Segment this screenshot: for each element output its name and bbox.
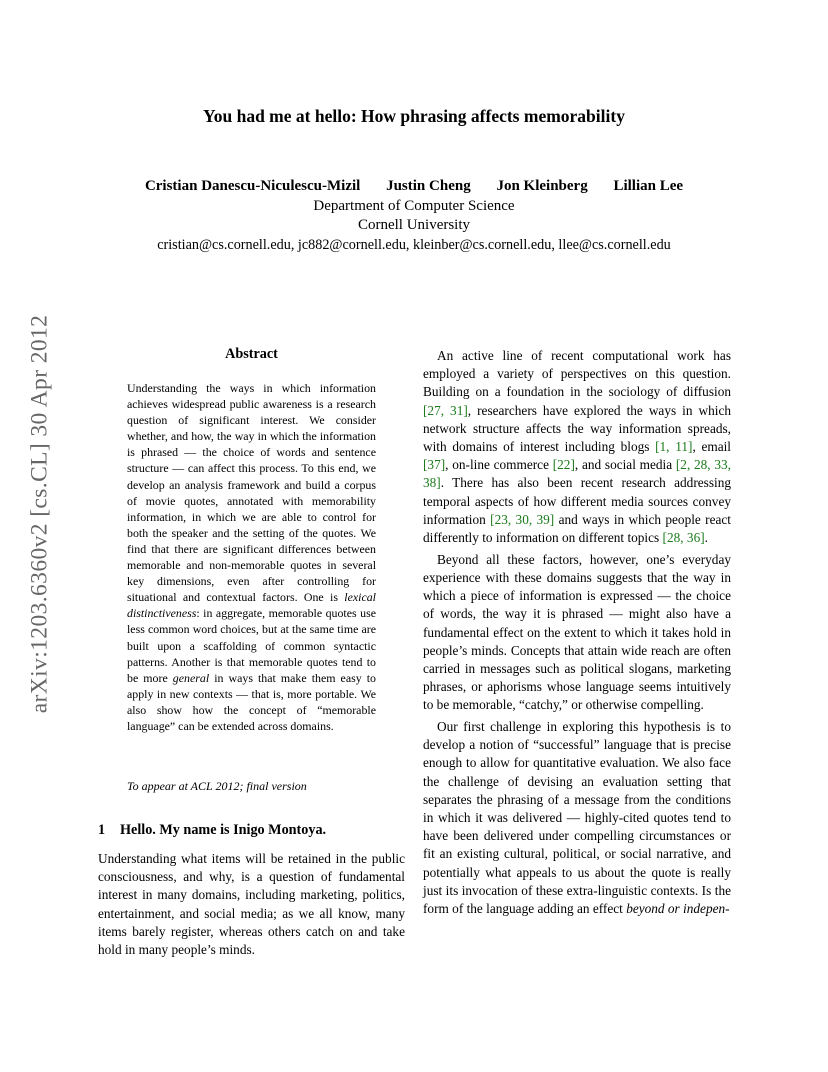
author-name: Justin Cheng (386, 178, 471, 194)
body-text: and ways in which people react differently to information on different topics (423, 511, 731, 546)
section-heading (98, 822, 405, 839)
body-paragraph (423, 718, 731, 918)
department: Department of Computer Science (313, 197, 515, 214)
arxiv-identifier: arXiv:1203.6360v2 [cs.CL] 30 Apr 2012 (26, 314, 53, 714)
body-text: , on-line commerce (445, 457, 553, 473)
author-name: Jon Kleinberg (496, 178, 588, 194)
citation-link[interactable]: [1, 11] (655, 439, 693, 455)
body-text: Our first challenge in exploring this hypothesis is to develop a notion of “successful” language that is precise enough to allow for quantitative evaluation. We also face the challenge of devising an evaluation setting that separates the phrasing of a message from the conditions in which it was delivered — highly-cited quotes tend to have been delivered under compelling circumstances or fit an existing cultural, political, or social narrative, and potentially what appeals to us about the quote is really just its invocation of these extra-linguistic contexts. Is the form of the language adding an effect (423, 719, 731, 917)
author-name: Cristian Danescu-Niculescu-Mizil (144, 178, 361, 194)
citation-link[interactable]: [23, 30, 39] (490, 511, 555, 527)
author-list (0, 177, 828, 197)
author-name: Lillian Lee (613, 178, 684, 194)
body-paragraph: Beyond all these factors, however, one’s everyday experience with these domains suggests that the way in which a piece of information is expressed — the choice of words, the way it is phrased — might also have a fundamental effect on the extent to which it takes hold in people’s minds. Concepts that attain wide reach are often carried in messages such as political slogans, marketing phrases, or aphorisms whose language seems intuitively to be memorable, “catchy,” or otherwise compelling. (423, 551, 731, 713)
publication-note: To appear at ACL 2012; final version (127, 779, 307, 793)
body-text: , researchers have explored the ways in which network structure affects the way information spreads, with domains of interest including blogs (423, 402, 731, 455)
body-text: . (704, 530, 708, 546)
abstract-text: : in aggregate, memorable quotes use less common word choices, but at the same time are built upon a scaffolding of common syntactic patterns. Another is that memorable quotes tend to be more (127, 606, 376, 685)
abstract-text: in ways that make them easy to apply in new contexts — that is, more portable. We also show how the concept of “memorable language” can be extended across domains. (127, 670, 376, 733)
body-text: . There has also been recent research addressing temporal aspects of how different media sources convey information (423, 475, 731, 527)
abstract-emphasis: general (172, 670, 210, 685)
abstract-body (127, 380, 376, 734)
body-paragraph: Understanding what items will be retained in the public consciousness, and why, is a question of fundamental interest in many domains, including marketing, politics, entertainment, and social media; as we all know, many items barely register, whereas others catch on and take hold in many people’s minds. (98, 851, 405, 958)
paper-title: You had me at hello: How phrasing affects memorability (203, 106, 625, 126)
citation-link[interactable]: [37] (423, 457, 446, 473)
section-body (98, 850, 405, 959)
abstract-paragraph (127, 380, 376, 734)
citation-link[interactable]: [27, 31] (423, 402, 468, 418)
citation-link[interactable]: [2, 28, 33, 38] (423, 457, 731, 491)
body-emphasis: beyond or indepen- (626, 901, 730, 917)
right-column (423, 347, 731, 918)
abstract-emphasis: lexical distinctiveness (127, 590, 376, 621)
body-text: An active line of recent computational work has employed a variety of perspectives on this question. Building on a foundation in the sociology of diffusion (423, 348, 731, 400)
abstract-heading: Abstract (225, 346, 278, 362)
section-title: Hello. My name is Inigo Montoya. (120, 822, 327, 838)
body-text: , email (692, 439, 731, 455)
body-paragraph (423, 347, 731, 547)
citation-link[interactable]: [28, 36] (662, 530, 705, 546)
body-text: , and social media (574, 457, 676, 473)
citation-link[interactable]: [22] (552, 457, 575, 473)
abstract-text: Understanding the ways in which information achieves widespread public awareness is a research question of significant interest. We consider whether, and how, the way in which the information is phrased — the choice of words and sentence structure — can affect this process. To this end, we develop an analysis framework and build a corpus of movie quotes, annotated with memorability information, in which we are able to control for both the speaker and the setting of the quotes. We find that there are significant differences between memorable and non-memorable quotes in several key dimensions, even after controlling for situational and contextual factors. One is (127, 381, 376, 605)
university: Cornell University (357, 217, 471, 233)
section-number: 1 (98, 822, 106, 838)
author-block (0, 177, 828, 255)
author-emails: cristian@cs.cornell.edu, jc882@cornell.edu, kleinber@cs.cornell.edu, llee@cs.cornell.edu (157, 236, 671, 253)
